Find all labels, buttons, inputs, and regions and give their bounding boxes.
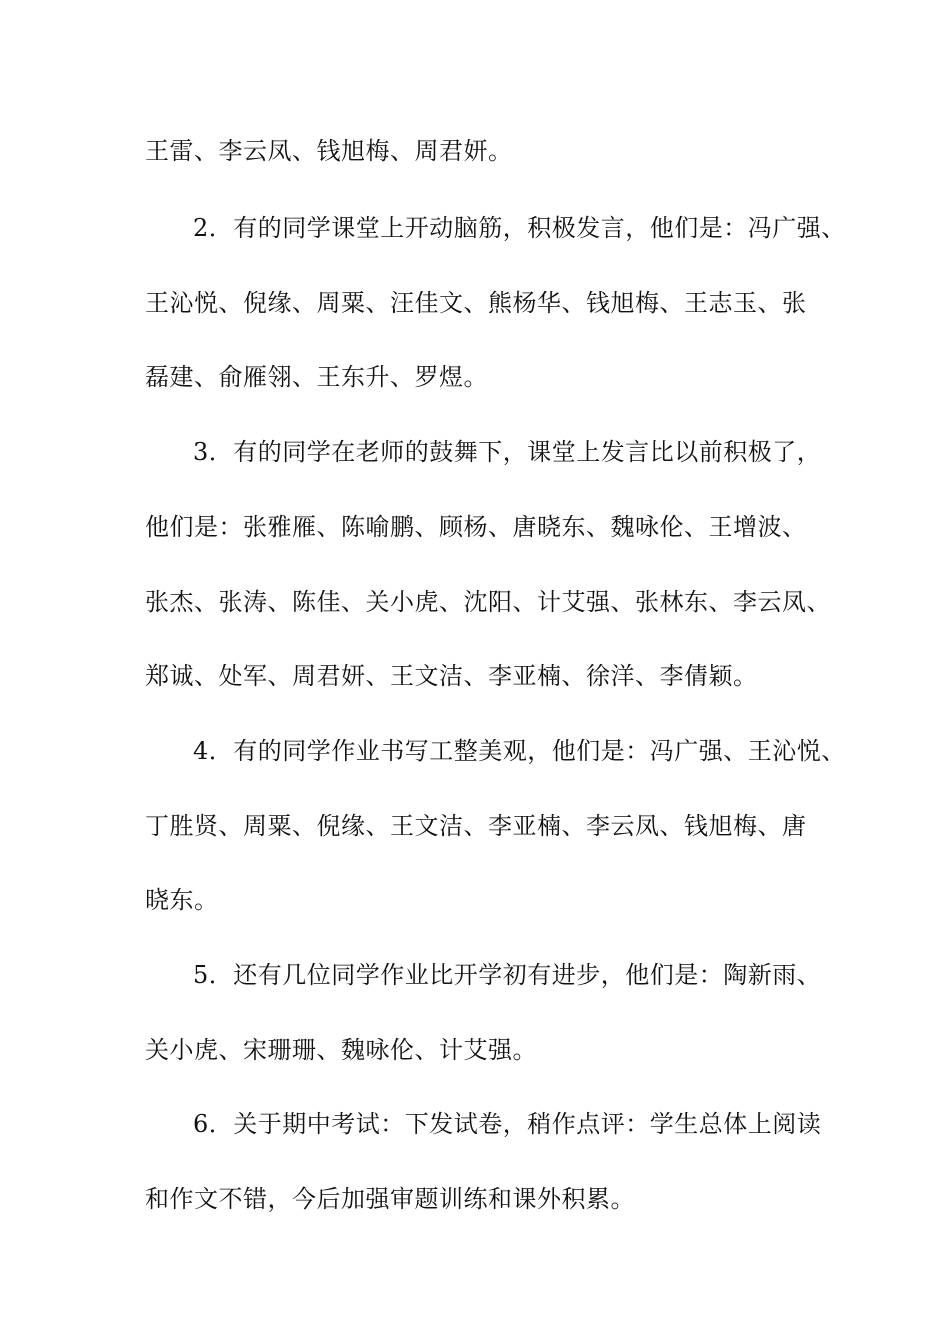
list-item-6-line-1: 6．关于期中考试：下发试卷，稍作点评：学生总体上阅读 <box>193 1110 822 1138</box>
text-line: 丁胜贤、周粟、倪缘、王文洁、李亚楠、李云凤、钱旭梅、唐 <box>145 812 807 840</box>
list-item-5-line-1: 5．还有几位同学作业比开学初有进步，他们是：陶新雨、 <box>193 961 822 989</box>
text-line: 他们是：张雅雁、陈喻鹏、顾杨、唐晓东、魏咏伦、王增波、 <box>145 513 807 541</box>
text-line: 关小虎、宋珊珊、魏咏伦、计艾强。 <box>145 1036 537 1064</box>
text-line: 王雷、李云凤、钱旭梅、周君妍。 <box>145 137 513 165</box>
list-item-4-line-1: 4．有的同学作业书写工整美观，他们是：冯广强、王沁悦、 <box>193 737 846 765</box>
text-line: 郑诚、处军、周君妍、王文洁、李亚楠、徐洋、李倩颖。 <box>145 662 758 690</box>
text-line: 和作文不错，今后加强审题训练和课外积累。 <box>145 1185 635 1213</box>
text-line: 王沁悦、倪缘、周粟、汪佳文、熊杨华、钱旭梅、王志玉、张 <box>145 289 807 317</box>
text-line: 晓东。 <box>145 886 219 914</box>
list-item-3-line-1: 3．有的同学在老师的鼓舞下，课堂上发言比以前积极了， <box>193 438 822 466</box>
list-item-2-line-1: 2．有的同学课堂上开动脑筋，积极发言，他们是：冯广强、 <box>193 214 846 242</box>
text-line: 张杰、张涛、陈佳、关小虎、沈阳、计艾强、张林东、李云凤、 <box>145 588 831 616</box>
text-line: 磊建、俞雁翎、王东升、罗煜。 <box>145 363 488 391</box>
